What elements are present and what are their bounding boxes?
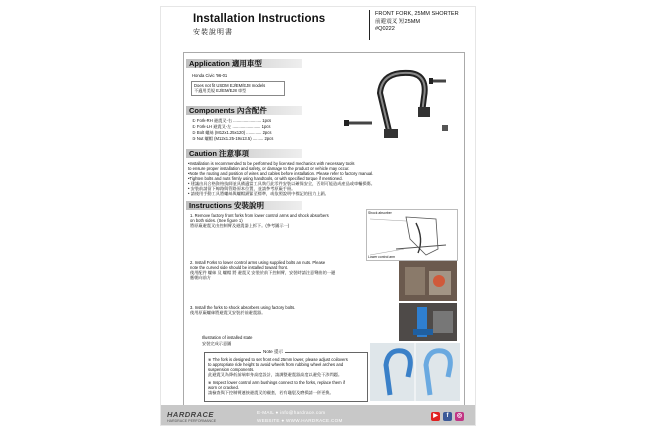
note-line: worn or cracked. — [208, 385, 239, 390]
note-line: ※ Inspect lower control arm bushings connect to the forks, replace them if — [208, 380, 345, 385]
facebook-icon[interactable]: f — [443, 412, 452, 421]
part-number: #Q0222 — [375, 26, 395, 33]
installed-state-photo — [370, 343, 460, 401]
note-box — [204, 349, 368, 402]
fitment-note-en: Does not fit USDM EJ/EM/EJ8 models — [194, 83, 266, 88]
instruction-sheet — [160, 6, 476, 426]
instructions-heading: Instructions 安裝說明 — [186, 201, 302, 210]
vehicle-text: Honda Civic '96-01 — [192, 73, 228, 78]
brand-logo: HARDRACE — [167, 410, 214, 419]
caution-line: •Note the routing and position of wires and cables before installation. Please refer to factory manual. — [188, 171, 374, 176]
caution-heading: Caution 注意事項 — [186, 149, 302, 158]
note-line: 請檢查與下控制臂連接避震叉的襯套，若有龜裂及磨損請一併更換。 — [208, 390, 334, 395]
caution-line: • 建議由具合格資格技師並具備適當工具執行此零件安裝以確保安全，否則可能造成產品或車輛損傷。 — [188, 181, 375, 186]
note-line: to appropriate ride height to avoid wheels from rubbing wheel arches and — [208, 362, 344, 367]
fitment-note-cn: 不適用美規 EJ/EM/EJ8 車型 — [194, 88, 247, 94]
document-subtitle: 安裝說明書 — [193, 29, 233, 36]
note-line: ※ The fork is designed to set front end 25mm lower, please adjust coilovers — [208, 357, 348, 362]
step-3-text: 3. Install the forks to shock absorbers using factory bolts. — [190, 305, 296, 310]
step-2-text: 2. Install Forks to lower control arms using supplied bolts an nuts. Please — [190, 260, 326, 265]
step-2-text-cn-2: 應朝向前方 — [190, 275, 211, 280]
contact-email: E-MAIL ● info@hardrace.com — [257, 410, 326, 415]
video-icon[interactable]: ▶ — [431, 412, 440, 421]
component-row-4: ③ Nut 螺帽 (M12x1.25-19x13.5) ......... 2pcs — [192, 136, 274, 141]
figure-label-arm: Lower control arm — [368, 255, 396, 259]
figure-1-diagram — [366, 209, 458, 261]
header-divider — [369, 10, 370, 40]
application-heading: Application 適用車型 — [186, 59, 302, 68]
product-info — [375, 11, 459, 34]
instagram-icon[interactable]: ◎ — [456, 413, 463, 419]
components-heading: Components 內含配件 — [186, 106, 302, 115]
step-1-text-cn: 將原廠避震叉由控制臂及避震器上拆下。(參考圖示一) — [190, 223, 290, 228]
caution-line: • 請使用手動工具將螺絲與螺帽鎖緊至標準，或依照說明中標記的扭力上鎖。 — [188, 191, 329, 196]
caution-line: to ensure proper installation and safety, or damage to the product or vehicle may occur. — [188, 166, 350, 171]
caution-line: •Tighten bolts and nuts firmly using handtools, or with specified torque if mentioned. — [188, 176, 343, 181]
note-line: suspension components. — [208, 367, 255, 372]
note-line: 此避震叉為降低前端車身高度設計，請調整避震器高度以避免干涉問題。 — [208, 372, 343, 377]
product-name-cn: 前避震叉 短25MM — [375, 18, 421, 25]
fitment-note — [191, 81, 285, 96]
brand-tagline: HARDRACE PERFORMANCE — [167, 419, 217, 423]
step-1-text-2: on both sides. (See figure 1) — [190, 218, 243, 223]
step-3-photo — [399, 303, 457, 341]
figure-label-shock: Shock absorber — [368, 211, 392, 215]
product-photo — [332, 63, 452, 143]
step-3-text-cn: 使用原廠螺絲將避震叉安裝於前避震器。 — [190, 310, 266, 315]
contact-website: WEBSITE ● WWW.HARDRACE.COM — [257, 418, 343, 423]
caution-line: •Installation is recommended to be performed by licensed mechanics with necessary tools — [188, 161, 355, 166]
step-2-text-2: note the curved side should be installed toward front. — [190, 265, 289, 270]
caution-line: • 安裝前請留下線路與管路原本位置，並請參考原廠手冊。 — [188, 186, 296, 191]
component-row-1: ① Fork-RH 避震叉-右 ........................ 1pcs — [192, 118, 272, 123]
note-title: Note 提示 — [263, 349, 284, 354]
document-title: Installation Instructions — [193, 13, 326, 25]
content-panel — [183, 52, 465, 407]
step-2-text-cn: 使用配件 螺絲 及 螺帽 將 避震叉 安裝於前下控制臂，安裝時請注意彎曲的一邊 — [190, 270, 336, 275]
step-2-photo — [399, 261, 457, 301]
illustration-caption-cn: 安裝完成示意圖 — [202, 341, 232, 346]
product-name: FRONT FORK, 25MM SHORTER — [375, 11, 459, 17]
component-row-2: ① Fork-LH 避震叉-左 ........................ 1pcs — [192, 124, 271, 129]
illustration-caption: Illustration of installed state — [202, 335, 253, 340]
footer — [161, 405, 476, 426]
step-1-text: 1. Remove factory front forks from lower control arms and shock absorbers — [190, 213, 329, 218]
component-row-3: ② Bolt 螺絲 (M12x1.25x120) ............. 2pcs — [192, 130, 272, 135]
